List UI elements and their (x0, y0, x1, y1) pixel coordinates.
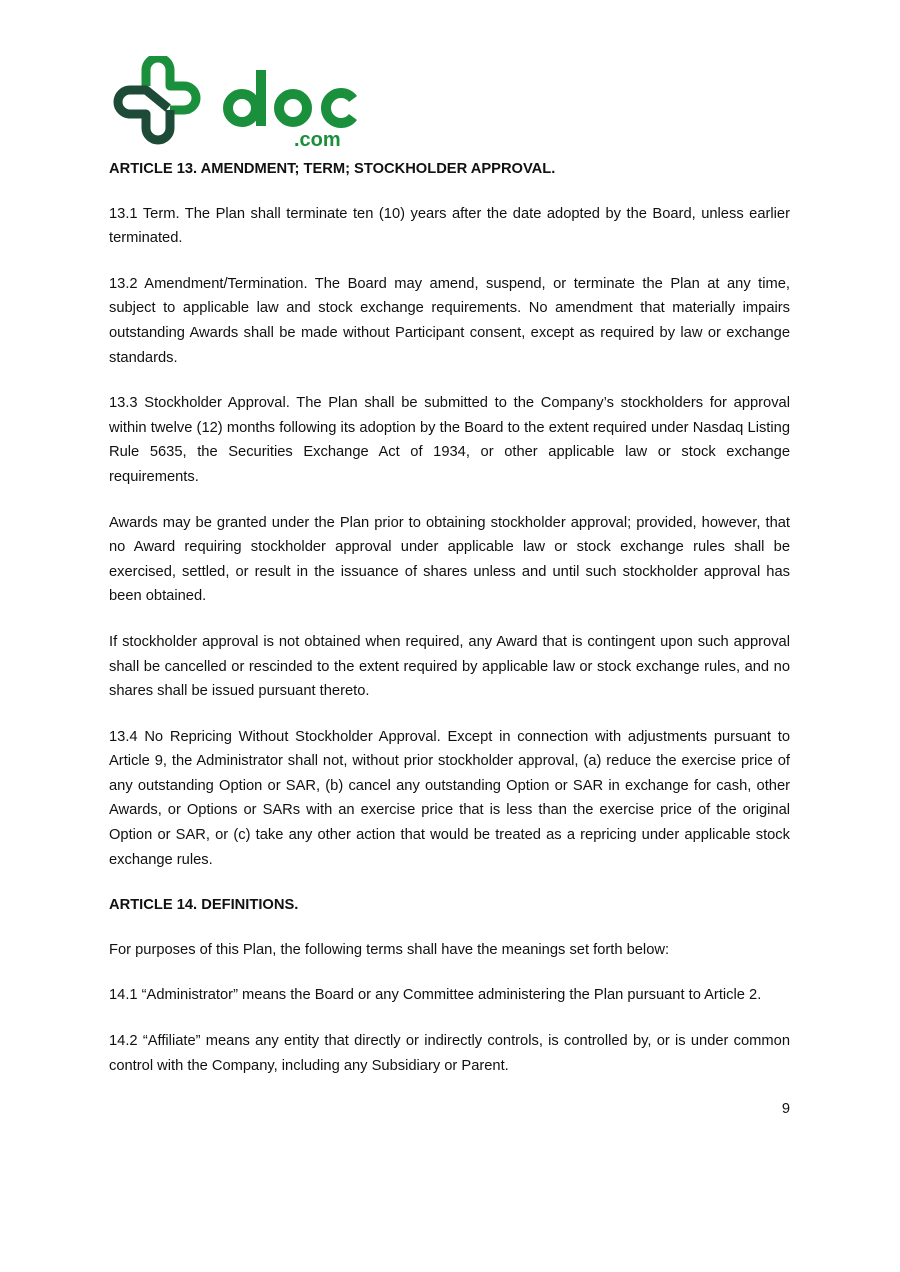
paragraph-awards-prior-approval: Awards may be granted under the Plan prior to obtaining stockholder approval; provided, however, that no Award requiring stockholder approval under applicable law or stock exchange rules shall be exercised, settled, or result in the issuance of shares unless and until such stockholder approval has been obtained. (109, 514, 790, 605)
doc-com-logo (112, 56, 362, 152)
page-number: 9 (781, 1101, 790, 1118)
logo-subtext: .com (294, 129, 341, 151)
section-13-2: 13.2 Amendment/Termination. The Board may amend, suspend, or terminate the Plan at any time, subject to applicable law and stock exchange requirements. No amendment that materially impairs outstanding Awards shall be made without Participant consent, except as required by law or exchange standards. (109, 275, 790, 366)
article-13-heading: ARTICLE 13. AMENDMENT; TERM; STOCKHOLDER APPROVAL. (109, 161, 556, 177)
definitions-intro: For purposes of this Plan, the following terms shall have the meanings set forth below: (109, 941, 670, 958)
paragraph-approval-not-obtained: If stockholder approval is not obtained when required, any Award that is contingent upon such approval shall be cancelled or rescinded to the extent required by applicable law or stock exchange rules, and no shares shall be issued pursuant thereto. (109, 633, 790, 700)
document-body (109, 157, 790, 1119)
section-14-1: 14.1 “Administrator” means the Board or any Committee administering the Plan pursuant to Article 2. (109, 987, 762, 1004)
section-13-1: 13.1 Term. The Plan shall terminate ten (10) years after the date adopted by the Board, unless earlier terminated. (109, 205, 790, 247)
article-14-heading: ARTICLE 14. DEFINITIONS. (109, 897, 299, 914)
logo-wordmark-doc (228, 70, 353, 126)
section-14-2: 14.2 “Affiliate” means any entity that directly or indirectly controls, is controlled by, or is under common control with the Company, including any Subsidiary or Parent. (109, 1033, 790, 1074)
section-13-4: 13.4 No Repricing Without Stockholder Approval. Except in connection with adjustments pursuant to Article 9, the Administrator shall not, without prior stockholder approval, (a) reduce the exercise price of any outstanding Option or SAR, (b) cancel any outstanding Option or SAR in exchange for cash, other Awards, or Options or SARs with an exercise price that is less than the exercise price of the original Option or SAR, or (c) take any other action that would be treated as a repricing under applicable stock exchange rules. (109, 728, 790, 868)
logo-cross-icon (112, 56, 362, 152)
section-13-3: 13.3 Stockholder Approval. The Plan shall be submitted to the Company’s stockholders for approval within twelve (12) months following its adoption by the Board to the extent required under Nasdaq Listing Rule 5635, the Securities Exchange Act of 1934, or other applicable law or stock exchange requirements. (109, 395, 790, 485)
